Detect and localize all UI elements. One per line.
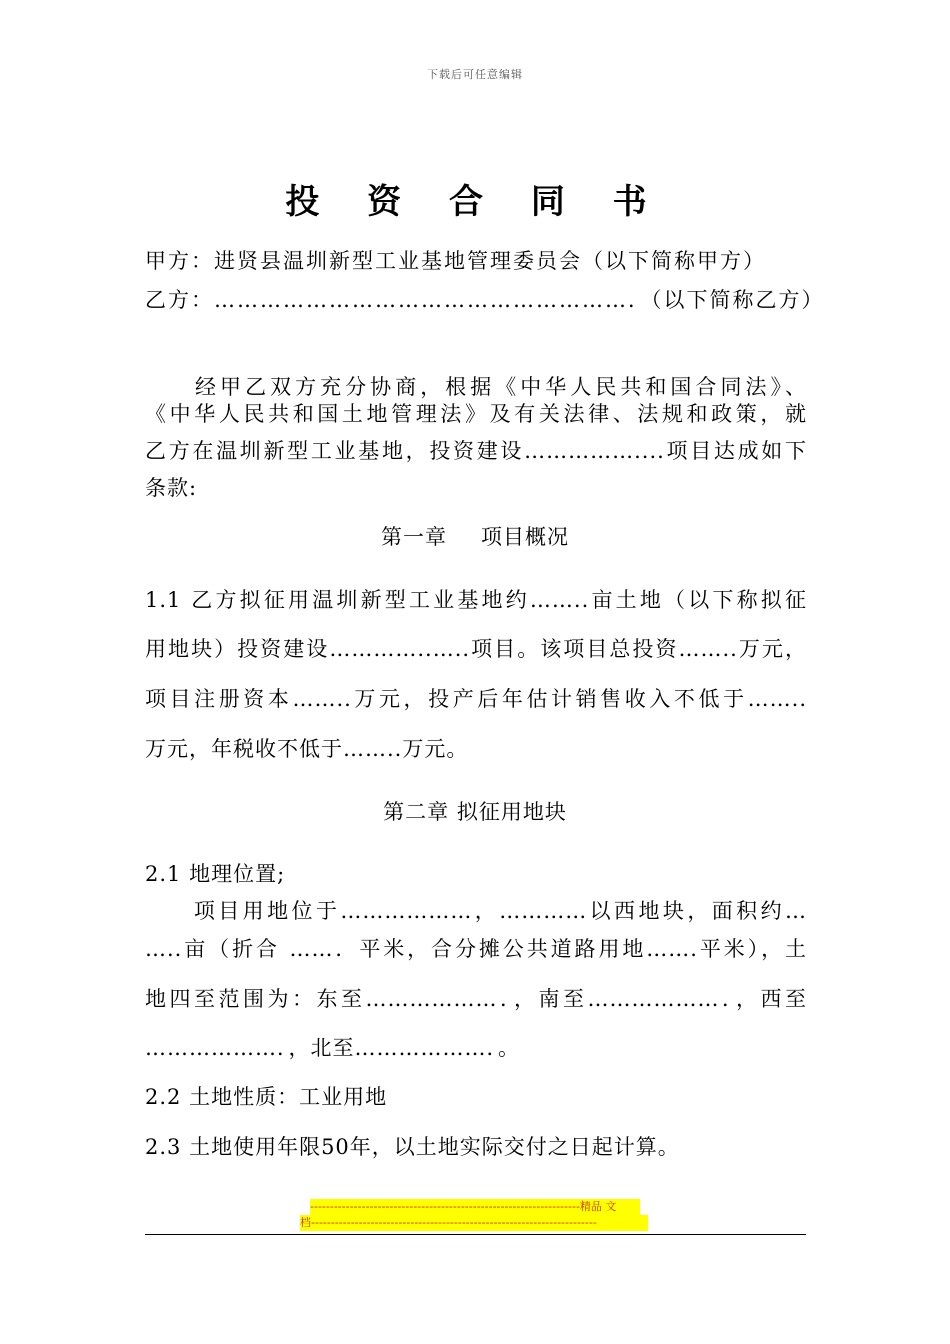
header-note: 下载后可任意编辑 [427,68,523,81]
document-title: 投 资 合 同 书 [285,182,665,222]
footer-rule [145,1234,806,1235]
clause-line: 项目用地位于………………，…………以西地块，面积约… [145,899,807,923]
chapter-1-heading [0,521,950,551]
party-b: 乙方：………………………………………………．（以下简称乙方） [145,288,825,312]
clause-line: ………………．，北至………………．。 [145,1036,520,1060]
intro-line: 《中华人民共和国土地管理法》及有关法律、法规和政策，就 [145,402,807,426]
chapter-2-heading: 第二章 拟征用地块 [383,800,567,824]
footer-line: 档------------------------------------------------------------------------ [300,1215,648,1231]
clause-2-2: 2.2 土地性质：工业用地 [145,1085,388,1109]
clause-line: …..亩（折合 ……．平米，合分摊公共道路用地…….平米），土 [145,937,807,961]
chapter-1-label: 第一章 [381,525,447,549]
clause-line: 用地块）投资建设…………..…..项目。该项目总投资……..万元， [145,637,807,661]
intro-line: 条款: [145,476,198,500]
party-a: 甲方：进贤县温圳新型工业基地管理委员会（以下简称甲方） [145,249,766,273]
clause-2-3: 2.3 土地使用年限50年，以土地实际交付之日起计算。 [145,1135,680,1159]
clause-line: 1.1 乙方拟征用温圳新型工业基地约……..亩土地（以下称拟征 [145,588,807,612]
footer-line: --------------------------------------------------------------------精品 文 [310,1199,640,1215]
clause-line: 地四至范围为：东至………………．，南至………………．，西至 [145,987,807,1011]
clause-line: 万元，年税收不低于……..万元。 [145,737,469,761]
chapter-1-name: 项目概况 [481,525,569,549]
intro-line: 经甲乙双方充分协商，根据《中华人民共和国合同法》、 [145,375,807,399]
footer-watermark [290,1199,662,1231]
clause-line: 项目注册资本……..万元，投产后年估计销售收入不低于…….. [145,687,807,711]
intro-line: 乙方在温圳新型工业基地，投资建设……………....项目达成如下 [145,439,807,463]
clause-2-1-title: 2.1 地理位置; [145,862,286,886]
